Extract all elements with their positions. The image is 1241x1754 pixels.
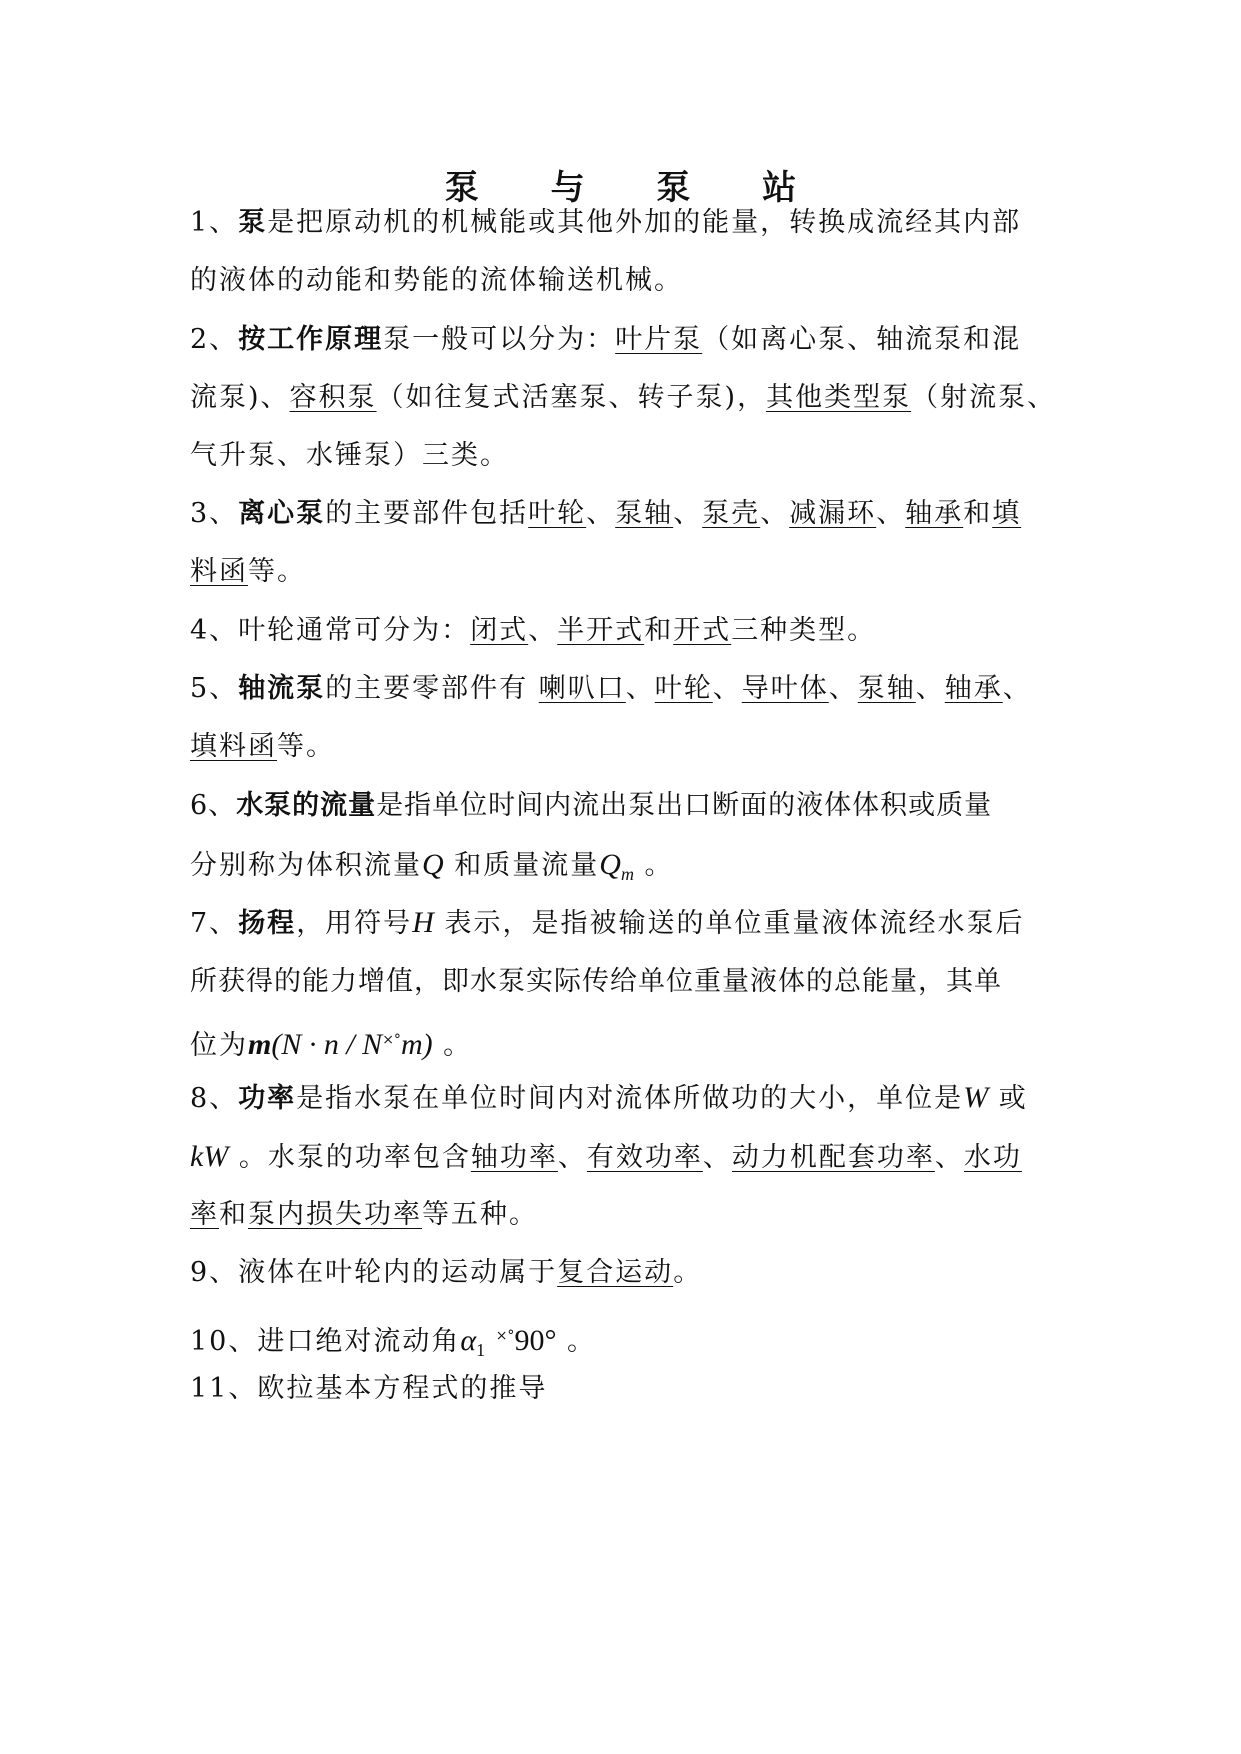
term-bold: 泵 <box>238 207 268 238</box>
item-number: 7、 <box>190 908 239 939</box>
body-text: 流泵)、 <box>190 382 290 413</box>
symbol-mass-flow: Q <box>599 848 621 881</box>
underlined-term: 率 <box>190 1199 219 1230</box>
term-bold: 轴流泵 <box>238 673 326 704</box>
item-number: 2、 <box>190 324 239 355</box>
underlined-term: 轴承 <box>905 498 964 529</box>
underlined-term: 叶轮 <box>528 498 587 529</box>
body-text: 是指水泵在单位时间内对流体所做功的大小，单位是 <box>296 1083 964 1114</box>
body-text: 液体在叶轮内的运动属于 <box>238 1257 558 1288</box>
body-text: 的主要部件包括 <box>325 498 529 529</box>
term-bold: 按工作原理 <box>238 324 384 355</box>
item-6-line-1 <box>190 786 1070 826</box>
item-2-line-2 <box>190 378 1070 418</box>
item-number: 9、 <box>190 1257 239 1288</box>
item-5-line-2 <box>190 727 1070 767</box>
separator: 、 <box>828 673 858 704</box>
term-bold: 扬程 <box>238 908 297 939</box>
item-8-line-1 <box>190 1078 1070 1119</box>
underlined-term: 喇叭口 <box>538 673 626 704</box>
item-1-line-1 <box>190 203 1070 243</box>
body-text: 泵一般可以分为： <box>383 324 616 355</box>
separator: 、 <box>557 1142 587 1173</box>
underlined-term: 开式 <box>673 615 732 646</box>
underlined-term: 叶轮 <box>654 673 713 704</box>
underlined-term: 有效功率 <box>586 1142 703 1173</box>
symbol-subscript: 1 <box>476 1340 486 1360</box>
unit-symbol: m <box>248 1028 272 1061</box>
separator: 、 <box>1002 673 1032 704</box>
unit-symbol: m) <box>400 1028 433 1061</box>
body-text: 进口绝对流动角 <box>257 1326 461 1357</box>
underlined-term: 其他类型泵 <box>766 382 912 413</box>
underlined-term: 泵内损失功率 <box>248 1199 422 1230</box>
underlined-term: 容积泵 <box>289 382 377 413</box>
separator: 、 <box>673 498 703 529</box>
underlined-term: 叶片泵 <box>615 324 703 355</box>
item-11-line-1 <box>190 1369 1070 1409</box>
underlined-term: 轴功率 <box>470 1142 558 1173</box>
underlined-term: 闭式 <box>470 615 529 646</box>
item-2-line-3 <box>190 436 1070 476</box>
separator: 、 <box>625 673 655 704</box>
item-4-line-1 <box>190 611 1070 651</box>
separator: 、 <box>876 498 906 529</box>
body-text: 。 <box>556 1326 597 1357</box>
item-number: 11、 <box>190 1373 258 1404</box>
body-text: 的液体的动能和势能的流体输送机械。 <box>190 265 683 296</box>
body-text: 叶轮通常可分为： <box>238 615 471 646</box>
angle-value: 90° <box>514 1324 557 1357</box>
underlined-term: 轴承 <box>944 673 1003 704</box>
item-7-line-1 <box>190 903 1070 944</box>
item-8-line-2 <box>190 1137 1070 1178</box>
symbol-volume-flow: Q <box>422 848 444 881</box>
item-2-line-1 <box>190 320 1070 360</box>
underlined-term: 半开式 <box>557 615 645 646</box>
body-text: 分别称为体积流量 <box>190 850 422 881</box>
body-text: 气升泵、水锤泵）三类。 <box>190 440 509 471</box>
item-3-line-2 <box>190 552 1070 592</box>
item-10-line-1 <box>190 1316 1070 1370</box>
body-text: 。 <box>673 1257 703 1288</box>
item-5-line-1 <box>190 669 1070 709</box>
separator: 、 <box>934 1142 964 1173</box>
body-text: （如往复式活塞泵、转子泵)， <box>376 382 767 413</box>
unit-symbol: (N · n / N <box>271 1028 383 1061</box>
underlined-term: 复合运动 <box>557 1257 674 1288</box>
garbled-glyph: ×° <box>495 1328 515 1344</box>
separator: 和 <box>963 498 993 529</box>
underlined-term: 填料函 <box>190 731 277 762</box>
symbol-subscript: m <box>620 864 634 884</box>
symbol-head: H <box>412 906 434 939</box>
body-text: 。 <box>633 850 674 881</box>
body-text: 欧拉基本方程式的推导 <box>257 1373 548 1404</box>
term-bold: 水泵的流量 <box>236 790 377 821</box>
item-number: 3、 <box>190 498 239 529</box>
body-text: 是指单位时间内流出泵出口断面的液体体积或质量 <box>376 790 993 821</box>
body-text: 等五种。 <box>422 1199 538 1230</box>
body-text: 或 <box>988 1083 1028 1114</box>
separator: 、 <box>915 673 945 704</box>
body-text: 所获得的能力增值，即水泵实际传给单位重量液体的总能量，其单 <box>190 966 1002 997</box>
underlined-term: 导叶体 <box>741 673 829 704</box>
body-text: （射流泵、 <box>911 382 1057 413</box>
underlined-term: 动力机配套功率 <box>731 1142 935 1173</box>
item-number: 10、 <box>190 1326 258 1357</box>
item-3-line-1 <box>190 494 1070 534</box>
term-bold: 离心泵 <box>238 498 326 529</box>
body-text: 等。 <box>248 556 306 587</box>
item-number: 4、 <box>190 615 239 646</box>
separator: 、 <box>760 498 790 529</box>
item-9-line-1 <box>190 1253 1070 1293</box>
body-text: 等。 <box>277 731 335 762</box>
body-text: 。 <box>432 1030 473 1061</box>
item-8-line-3 <box>190 1195 1070 1235</box>
symbol-kilowatt: kW <box>190 1140 229 1173</box>
item-7-line-3 <box>190 1020 1070 1066</box>
separator: 、 <box>528 615 558 646</box>
symbol-watt: W <box>963 1081 989 1114</box>
item-number: 5、 <box>190 673 239 704</box>
body-text: 位为 <box>190 1030 248 1061</box>
body-text: 表示，是指被输送的单位重量液体流经水泵后 <box>444 908 1025 939</box>
item-7-line-2 <box>190 962 1070 1002</box>
body-text: ，用符号 <box>296 908 413 939</box>
body-text: 。水泵的功率包含 <box>228 1142 471 1173</box>
underlined-term: 泵壳 <box>702 498 761 529</box>
garbled-glyph: ×° <box>382 1032 401 1048</box>
item-1-line-2 <box>190 261 1070 301</box>
underlined-term: 填 <box>992 498 1022 529</box>
underlined-term: 减漏环 <box>789 498 877 529</box>
underlined-term: 水功 <box>963 1142 1022 1173</box>
item-number: 1、 <box>190 207 239 238</box>
separator: 和 <box>644 615 674 646</box>
body-text: （如离心泵、轴流泵和混 <box>702 324 1022 355</box>
body-text: 是把原动机的机械能或其他外加的能量，转换成流经其内部 <box>267 207 1022 238</box>
underlined-term: 泵轴 <box>857 673 916 704</box>
separator: 和 <box>219 1199 248 1230</box>
underlined-term: 泵轴 <box>615 498 674 529</box>
item-number: 8、 <box>190 1083 239 1114</box>
page-title: 泵 与 泵 站 <box>444 168 827 208</box>
term-bold: 功率 <box>238 1083 297 1114</box>
underlined-term: 料函 <box>190 556 248 587</box>
separator: 、 <box>712 673 742 704</box>
item-6-line-2 <box>190 845 1070 894</box>
body-text: 的主要零部件有 <box>325 673 539 704</box>
body-text: 和质量流量 <box>454 850 600 881</box>
symbol-alpha: α <box>460 1324 477 1357</box>
item-number: 6、 <box>190 790 237 821</box>
body-text: 三种类型。 <box>731 615 877 646</box>
separator: 、 <box>586 498 616 529</box>
separator: 、 <box>702 1142 732 1173</box>
